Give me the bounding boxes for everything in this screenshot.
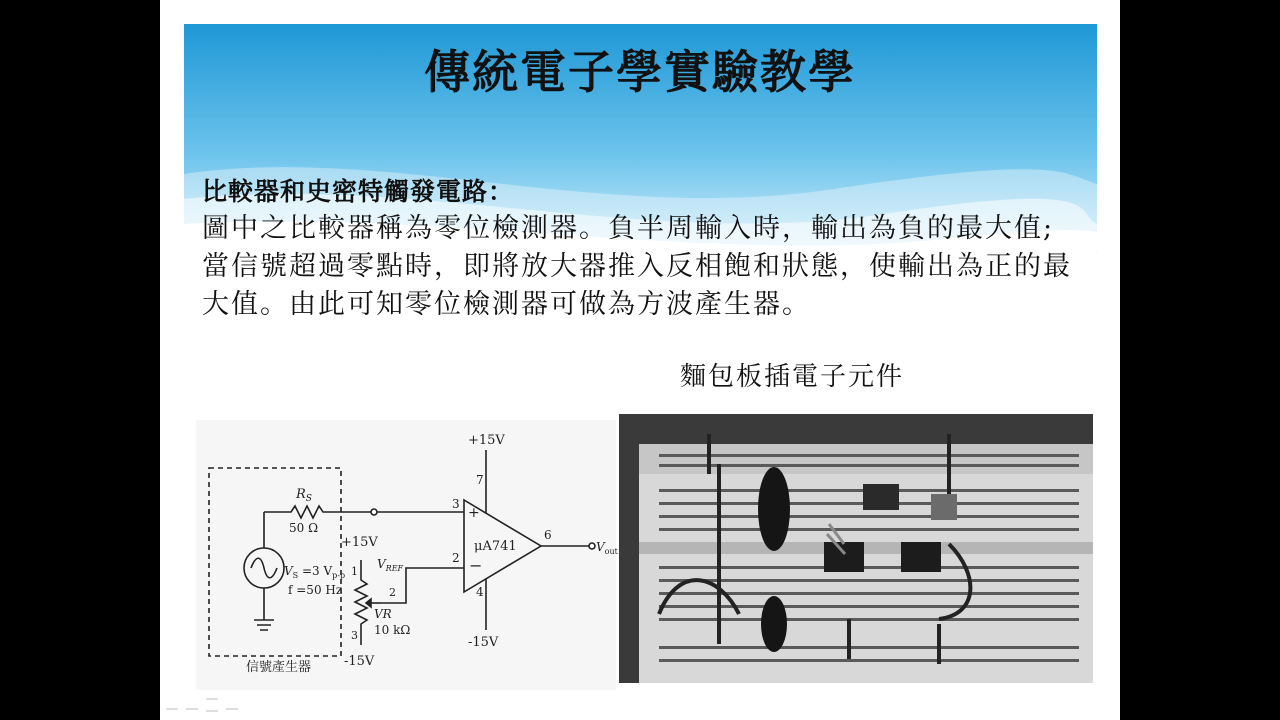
rs-resistor [264,506,371,518]
capacitor-1 [758,467,790,551]
rs-label: $R_S$ [296,487,312,504]
pin-7: 7 [476,473,484,487]
vr-label: VR [374,607,392,621]
plus-sign: + [468,505,480,521]
next-icon[interactable] [226,698,238,710]
generator-label: 信號產生器 [246,660,312,675]
vs-label: $V_S =3$ $V_{p-p}$ [284,564,346,580]
rs-value: 50 Ω [289,521,319,535]
section-heading: 比較器和史密特觸發電路： [202,177,515,206]
pin-2: 2 [452,551,460,565]
body-text: 圖中之比較器稱為零位檢測器。負半周輸入時，輸出為負的最大值;當信號超過零點時，即將放大器推入反相飽和狀態，使輸出為正的最大值。由此可知零位檢測器可做為方波產生器。 [202,213,1072,320]
slide-nav-toolbar [166,698,238,712]
capacitor-2 [761,596,787,652]
vr-value: 10 kΩ [374,623,411,637]
slide [160,0,1120,720]
pot-pin-2: 2 [389,586,396,599]
vout-label: $V_{out}$ [596,540,618,556]
opamp-supply-top: +15V [468,433,505,448]
pin-6: 6 [544,528,552,542]
photo-caption: 麵包板插電子元件 [680,362,905,392]
pot-supply-top: +15V [341,535,378,550]
comparator-circuit-diagram [196,420,616,690]
generator-box [209,468,341,656]
previous-icon[interactable] [166,698,178,710]
vref-label: $V_{REF}$ [377,557,404,573]
pin-4: 4 [476,585,484,599]
opamp-supply-bottom: -15V [468,635,499,650]
pin-3: 3 [452,497,460,511]
ic-chip-2 [901,542,941,572]
pen-icon[interactable] [186,698,198,710]
slide-title: 傳統電子學實驗教學 [424,45,856,99]
opamp-label: μA741 [474,539,517,554]
pot-supply-bottom: -15V [344,654,375,669]
pot-pin-1: 1 [351,565,358,578]
minus-sign: − [469,556,483,575]
pot-pin-3: 3 [351,629,358,642]
ic-chip-1 [824,542,864,572]
breadboard-photo [619,414,1093,683]
menu-icon[interactable] [206,698,218,712]
freq-label: f =50 Hz [288,583,343,597]
